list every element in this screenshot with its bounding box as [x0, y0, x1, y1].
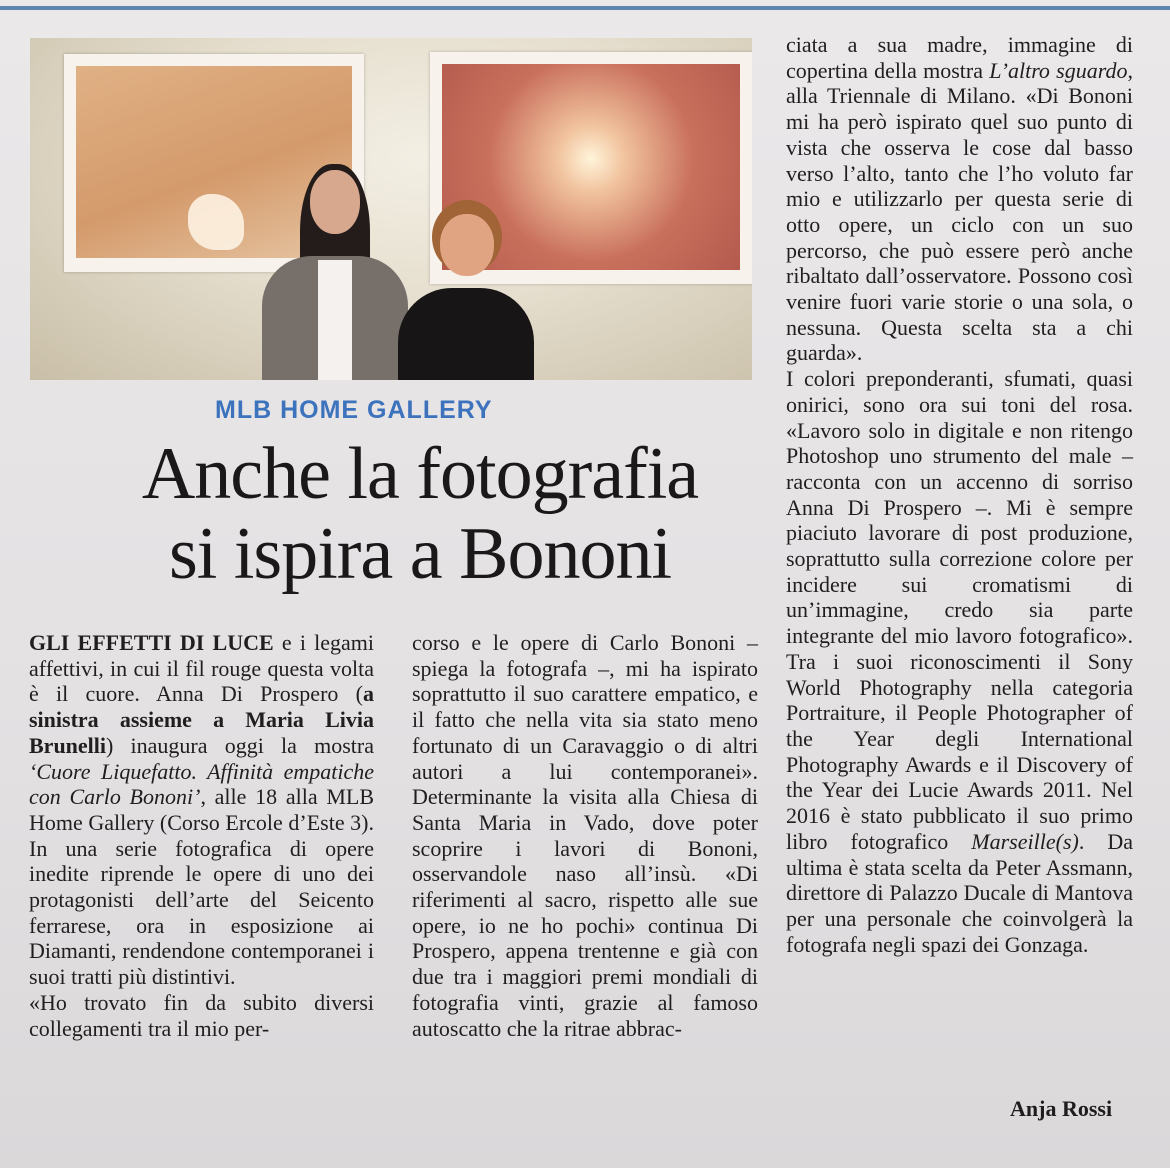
- lead-in: GLI EFFETTI DI LUCE: [29, 630, 274, 655]
- article-column-3: [786, 32, 1133, 957]
- paragraph: I colori preponderanti, sfumati, quasi onirici, sono ora sui toni del rosa. «Lavoro solo in digitale e non ritengo Photoshop uno strumento del male – racconta con un accenno di sorriso Anna Di Prospero –. Mi è sempre piaciuto lavorare di post produzione, soprattutto sulla correzione colore per incidere sui cromatismi di un’immagine, credo sia parte integrante del mio lavoro fotografico». Tra i suoi riconoscimenti il Sony World Photography nella categoria Portraiture, il People Photographer of the Year degli International Photography Awards e il Discovery of the Year dei Lucie Awards 2011. Nel 2016 è stato pubblicato il suo primo libro fotografico Marseille(s). Da ultima è stata scelta da Peter Assmann, direttore di Palazzo Ducale di Mantova per una personale che coinvolgerà la fotografa negli spazi dei Gonzaga.: [786, 366, 1133, 957]
- headline-line-2: si ispira a Bononi: [168, 513, 672, 595]
- article-headline: [70, 434, 770, 594]
- paragraph: ciata a sua madre, immagine di copertina della mostra L’altro sguardo, alla Triennale di Milano. «Di Bononi mi ha però ispirato quel suo punto di vista che osserva le cose dal basso verso l’alto, tanto che l’ho voluto far mio e utilizzarlo per questa serie di otto opere, un ciclo con un suo percorso, che può essere però anche ribaltato dall’osservatore. Possono così venire fuori varie storie o una sola, o nessuna. Questa scelta sta a chi guarda».: [786, 32, 1133, 366]
- book-title: Marseille(s): [971, 828, 1079, 854]
- article-photo: [30, 38, 752, 380]
- article-column-1: [29, 630, 374, 1041]
- author-signature: Anja Rossi: [1010, 1096, 1113, 1121]
- headline-line-1: Anche la fotografia: [141, 433, 699, 515]
- section-kicker: MLB HOME GALLERY: [215, 396, 493, 424]
- person-left: [262, 170, 408, 380]
- exhibition-title: L’altro sguardo: [989, 57, 1128, 83]
- paragraph: corso e le opere di Carlo Bononi – spiega la fotografa –, mi ha ispirato soprattutto il suo carattere empatico, e il fatto che nella vita sia stato meno fortunato di un Caravaggio o di altri autori a lui contemporanei». Determinante la visita alla Chiesa di Santa Maria in Vado, dove poter scoprire i lavori di Bononi, osservandole naso all’insù. «Di riferimenti al sacro, rispetto alle sue opere, io ne ho pochi» continua Di Prospero, appena trentenne e già con due tra i maggiori premi mondiali di fotografia vinti, grazie al famoso autoscatto che la ritrae abbrac-: [412, 630, 758, 1041]
- paragraph: «Ho trovato fin da subito diversi collegamenti tra il mio per-: [29, 989, 374, 1041]
- paragraph: GLI EFFETTI DI LUCE e i legami affettivi, in cui il fil rouge questa volta è il cuore. Anna Di Prospero (a sinistra assieme a Maria Livia Brunelli) inaugura oggi la mostra ‘Cuore Liquefatto. Affinità empatiche con Carlo Bononi’, alle 18 alla MLB Home Gallery (Corso Ercole d’Este 3). In una serie fotografica di opere inedite riprende le opere di uno dei protagonisti dell’arte del Seicento ferrarese, ora in esposizione ai Diamanti, rendendone contemporanei i suoi tratti più distintivi.: [29, 630, 374, 990]
- exhibition-title: ‘Cuore Liquefatto. Affinità empatiche con Carlo Bononi’: [29, 758, 374, 810]
- person-right: [398, 200, 534, 380]
- article-column-2: [412, 630, 758, 1041]
- top-rule: [0, 6, 1170, 10]
- photo-caption-ref: a sinistra assieme a Maria Livia Brunelli: [29, 681, 374, 758]
